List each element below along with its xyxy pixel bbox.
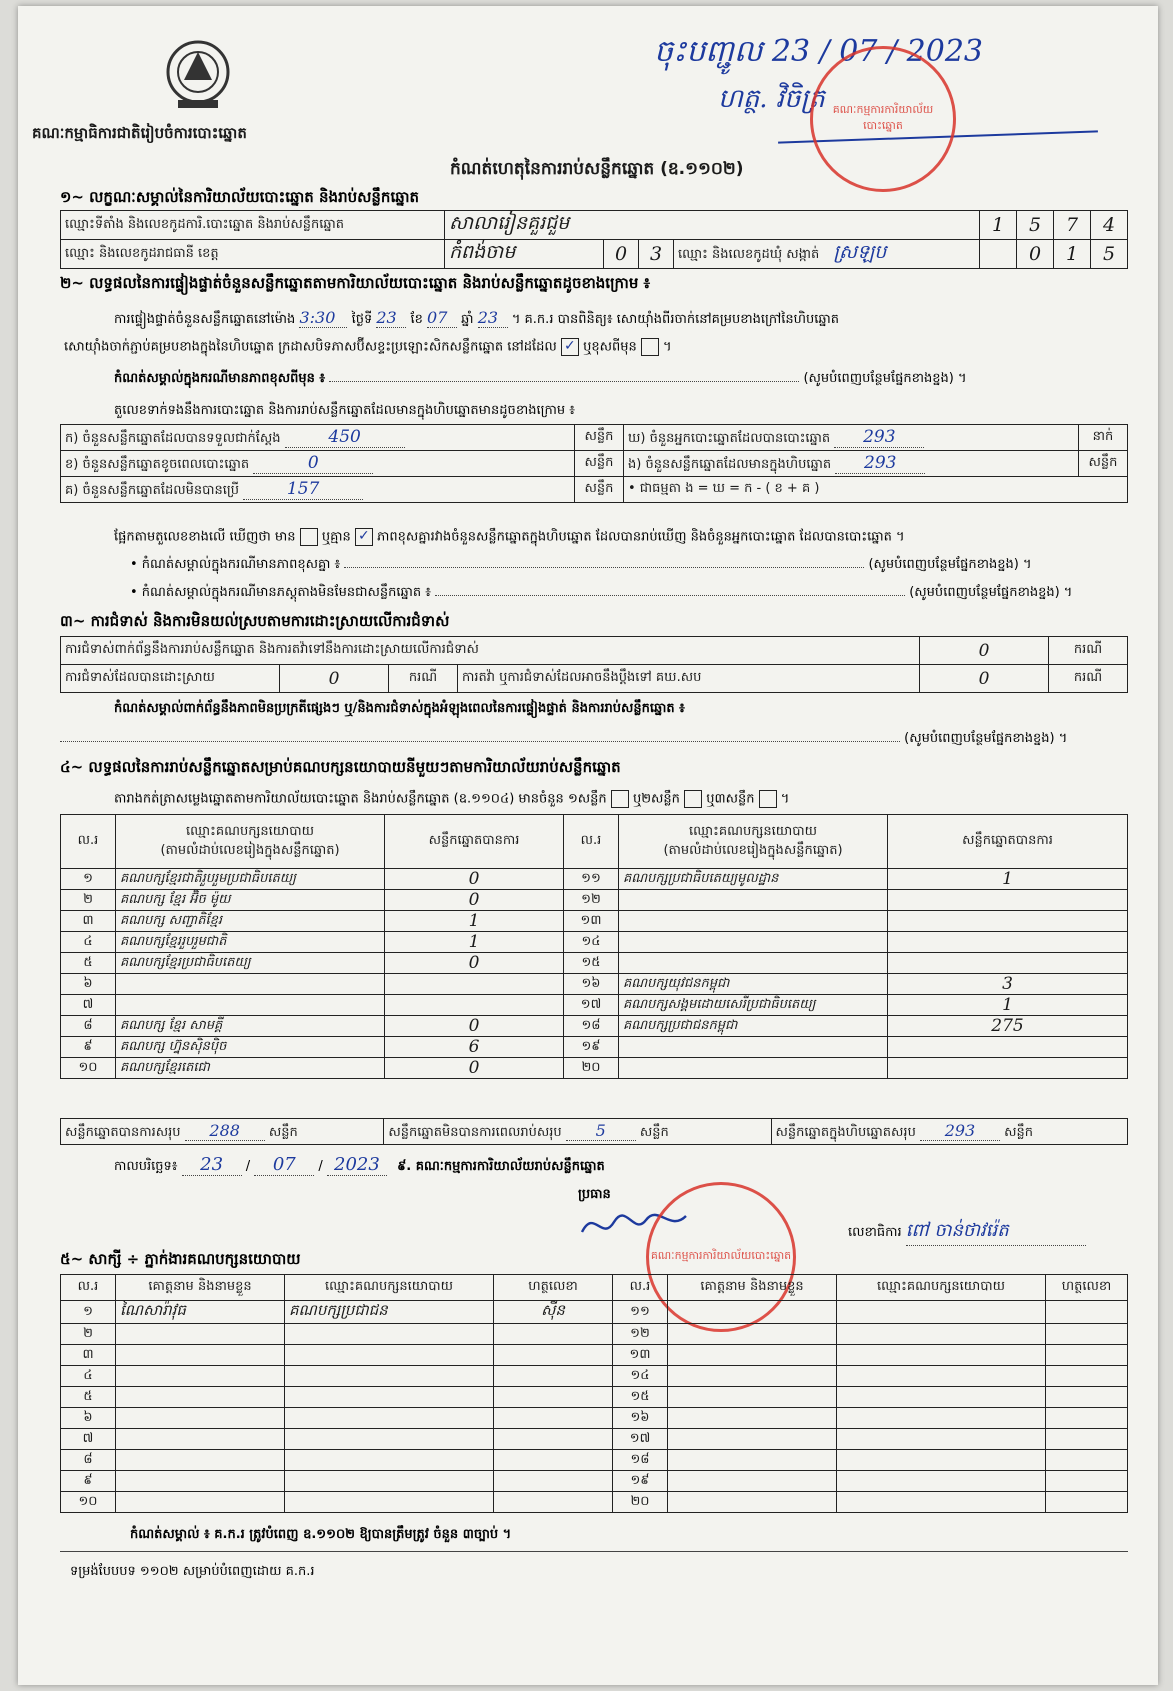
result-votes xyxy=(385,995,564,1016)
witness-no: ១០ xyxy=(61,1492,116,1513)
result-party xyxy=(619,911,888,932)
result-votes: 0 xyxy=(385,1016,564,1037)
top-note-sign: ហត្ថ. វិចិត្រ xyxy=(718,84,825,114)
result-no: ៣ xyxy=(61,911,116,932)
section2-para1: ការផ្ទៀងផ្ទាត់ចំនួនសន្លឹកឆ្នោតនៅម៉ោង 3:30 ថ្ងៃទី 23 ខែ 07 ឆ្នាំ 23 ។ គ.ក.រ បានពិនិត្យ៖ សោយ៉ាំងពីរចាក់នៅគម្របខាងក្រៅនៃហិបឆ្នោត xyxy=(114,308,839,327)
result-votes: 0 xyxy=(385,953,564,974)
section2-note: កំណត់សម្គាល់ក្នុងករណីមានភាពខុសពីមុន ៖ (សូមបំពេញបន្ថែមផ្នែកខាងខ្នង) ។ xyxy=(114,371,967,386)
received-ballots-value: 450 xyxy=(285,427,405,448)
result-votes xyxy=(888,1058,1128,1079)
province-value: កំពង់ចាម xyxy=(445,240,604,269)
result-party xyxy=(619,1058,888,1079)
witness-name xyxy=(116,1387,285,1408)
witness-no: ២ xyxy=(61,1324,116,1345)
official-stamp-bottom: គណៈកម្មការការិយាល័យបោះឆ្នោត xyxy=(646,1182,796,1332)
witness-no: ១៨ xyxy=(613,1450,668,1471)
province-label: ឈ្មោះ និងលេខកូដរាជធានី ខេត្ត xyxy=(61,240,445,269)
result-votes: 1 xyxy=(385,932,564,953)
time-value: 3:30 xyxy=(299,308,347,328)
office-code-2: 5 xyxy=(1017,211,1054,240)
result-no: ១៤ xyxy=(564,932,619,953)
voters-value: 293 xyxy=(834,427,924,448)
witness-no: ៨ xyxy=(61,1450,116,1471)
secretary-line: លេខាធិការ ពៅ ចាន់ថាវរ៉េត xyxy=(848,1218,1086,1246)
province-code-2: 3 xyxy=(639,240,674,269)
result-party xyxy=(619,1037,888,1058)
commune-code-3: 5 xyxy=(1091,240,1128,269)
result-votes: 275 xyxy=(888,1016,1128,1037)
witness-no: ១៣ xyxy=(613,1345,668,1366)
section3-note: កំណត់សម្គាល់ពាក់ព័ន្ធនឹងភាពមិនប្រក្រតីផ្សេងៗ ឬ/និងការជំទាស់ក្នុងអំឡុងពេលនៃការផ្ទៀងផ្ទាត់ និងការរាប់សន្លឹកឆ្នោត ៖ xyxy=(114,701,685,716)
section2-para2: សោយ៉ាំងចាក់ភ្ជាប់គម្របខាងក្នុងនៃហិបឆ្នោត ក្រដាសបិទភាសប៊ីសខ្ទះប្រឡោះសិកសន្លឹកឆ្នោត នៅដដែល ✓ ឬខុសពីមុន ។ xyxy=(64,338,672,355)
three-sheet-checkbox[interactable] xyxy=(759,790,777,808)
witness-party xyxy=(285,1408,494,1429)
witness-party xyxy=(837,1471,1046,1492)
result-votes: 1 xyxy=(888,869,1128,890)
section1-title: ១~ លក្ខណៈសម្គាល់នៃការិយាល័យបោះឆ្នោត និងរាប់សន្លឹកឆ្នោត xyxy=(60,188,420,206)
result-votes: 1 xyxy=(888,995,1128,1016)
result-party: គណបក្សប្រជាជនកម្ពុជា xyxy=(619,1016,888,1037)
witness-no: ១៤ xyxy=(613,1366,668,1387)
table-row xyxy=(61,1408,1128,1429)
bullet-diff: • កំណត់សម្គាល់ក្នុងករណីមានភាពខុសគ្នា ៖ (សូមបំពេញបន្ថែមផ្នែកខាងខ្នង) ។ xyxy=(130,557,1032,572)
witness-party xyxy=(837,1408,1046,1429)
result-party: គណបក្សខ្មែររួបរួមជាតិ xyxy=(116,932,385,953)
witness-name xyxy=(668,1492,837,1513)
result-no: ១៨ xyxy=(564,1016,619,1037)
changed-checkbox[interactable] xyxy=(641,338,659,356)
result-party: គណបក្សខ្មែរប្រជាធិបតេយ្យ xyxy=(116,953,385,974)
result-party xyxy=(619,953,888,974)
result-party: គណបក្សយុវជនកម្ពុជា xyxy=(619,974,888,995)
table-row xyxy=(61,1366,1128,1387)
witness-name xyxy=(116,1450,285,1471)
witness-party xyxy=(285,1324,494,1345)
result-no: ១៧ xyxy=(564,995,619,1016)
witness-name xyxy=(116,1471,285,1492)
table-row xyxy=(61,869,1128,890)
witness-no: ១៩ xyxy=(613,1471,668,1492)
witness-party xyxy=(285,1387,494,1408)
table-row xyxy=(61,1016,1128,1037)
form-title: កំណត់ហេតុនៃការរាប់សន្លឹកឆ្នោត (ឧ.១១០២) xyxy=(450,159,744,179)
witness-name xyxy=(668,1408,837,1429)
witness-party xyxy=(837,1366,1046,1387)
office-code-4: 4 xyxy=(1091,211,1128,240)
witness-no: ៧ xyxy=(61,1429,116,1450)
result-party: គណបក្សសង្គមដោយសេរីប្រជាធិបតេយ្យ xyxy=(619,995,888,1016)
commune-label: ឈ្មោះ និងលេខកូដឃុំ សង្កាត់ xyxy=(678,247,820,262)
witness-name xyxy=(668,1301,837,1324)
result-no: ២០ xyxy=(564,1058,619,1079)
office-code-1: 1 xyxy=(980,211,1017,240)
result-no: ១២ xyxy=(564,890,619,911)
province-code-1: 0 xyxy=(604,240,639,269)
office-label: ឈ្មោះទីតាំង និងលេខកូដការិ.បោះឆ្នោត និងរាប់សន្លឹកឆ្នោត xyxy=(61,211,445,240)
witness-name xyxy=(116,1429,285,1450)
result-no: ២ xyxy=(61,890,116,911)
witness-party xyxy=(285,1450,494,1471)
result-votes xyxy=(888,890,1128,911)
witness-no: ៤ xyxy=(61,1366,116,1387)
section3-title: ៣~ ការជំទាស់ និងការមិនយល់ស្របតាមការដោះស្រាយលើការជំទាស់ xyxy=(60,612,450,630)
witness-signature xyxy=(1046,1450,1128,1471)
witness-table: ល.រ គោត្តនាម និងនាមខ្លួន ឈ្មោះគណបក្សនយោបាយ ហត្ថលេខា ល.រ គោត្តនាម និងនាមខ្លួន ឈ្មោះគណបក្សនយោបាយ ហត្ថលេខា ១ ណៃសារ៉ាវុធ គណបក្សប្រជាជន ស៊ីន ១១ ២ ១២ ៣ ១៣ ៤ ១៤ ៥ ១៥ ៦ ១៦ ៧ ១៧ ៨ ១៨ ៩ ១៩ ១០ ២០ xyxy=(60,1274,1128,1513)
committee-name: គណៈកម្មាធិការជាតិរៀបចំការបោះឆ្នោត xyxy=(32,124,247,142)
result-no: ៧ xyxy=(61,995,116,1016)
table-row xyxy=(61,953,1128,974)
commune-value: ស្រឡប xyxy=(833,241,887,263)
result-party: គណបក្សខ្មែរជាតិរួបរួមប្រជាធិបតេយ្យ xyxy=(116,869,385,890)
witness-party xyxy=(285,1429,494,1450)
section3-table: ការជំទាស់ពាក់ព័ន្ធនឹងការរាប់សន្លឹកឆ្នោត និងការតវ៉ាទៅនឹងការដោះស្រាយលើការជំទាស់ 0 ករណី ការជំទាស់ដែលបានដោះស្រាយ 0 ករណី ការតវ៉ា ឬការជំទាស់ដែលអាចនឹងប្តឹងទៅ គឃ.សប 0 ករណី xyxy=(60,636,1128,693)
spoiled-ballots-value: 0 xyxy=(253,453,373,474)
section4-title: ៤~ លទ្ធផលនៃការរាប់សន្លឹកឆ្នោតសម្រាប់គណបក្សនយោបាយនីមួយៗតាមការិយាល័យរាប់សន្លឹកឆ្នោត xyxy=(60,758,621,776)
official-stamp-top: គណៈកម្មការការិយាល័យបោះឆ្នោត xyxy=(810,46,956,192)
witness-no: ៣ xyxy=(61,1345,116,1366)
appeals-value: 0 xyxy=(920,665,1049,693)
bullet-evidence: • កំណត់សម្គាល់ក្នុងករណីមានភស្តុតាងមិនមែនជាសន្លឹកឆ្នោត ៖ (សូមបំពេញបន្ថែមផ្នែកខាងខ្នង) ។ xyxy=(130,585,1073,600)
witness-no: ១ xyxy=(61,1301,116,1324)
counts-intro: តួលេខទាក់ទងនឹងការបោះឆ្នោត និងការរាប់សន្លឹកឆ្នោតដែលមានក្នុងហិបឆ្នោតមានដូចខាងក្រោម ៖ xyxy=(114,403,575,418)
table-row xyxy=(61,1037,1128,1058)
counts-table: ក) ចំនួនសន្លឹកឆ្នោតដែលបានទទួលជាក់ស្តែង 450 សន្លឹក ឃ) ចំនួនអ្នកបោះឆ្នោតដែលបានបោះឆ្នោត 293 នាក់ ខ) ចំនួនសន្លឹកឆ្នោតខូចពេលបោះឆ្នោត 0 សន្លឹក ង) ចំនួនសន្លឹកឆ្នោតដែលមានក្នុងហិបឆ្នោត 293 សន្លឹក គ) ចំនួនសន្លឹកឆ្នោតដែលមិនបានប្រើ 157 សន្លឹក • ជាធម្មតា ង = ឃ = ក - ( ខ + គ ) xyxy=(60,424,1128,503)
witness-signature xyxy=(1046,1345,1128,1366)
result-votes: 0 xyxy=(385,869,564,890)
result-votes: 3 xyxy=(888,974,1128,995)
witness-no: ១២ xyxy=(613,1324,668,1345)
result-no: ១០ xyxy=(61,1058,116,1079)
result-party: គណបក្ស ខ្មែរ សាមគ្គី xyxy=(116,1016,385,1037)
section5-title: ៥~ សាក្សី ÷ ភ្នាក់ងារគណបក្សនយោបាយ xyxy=(60,1250,301,1268)
objections-value: 0 xyxy=(920,637,1049,665)
result-party xyxy=(116,995,385,1016)
result-no: ១ xyxy=(61,869,116,890)
unused-ballots-value: 157 xyxy=(243,479,363,500)
witness-name xyxy=(668,1324,837,1345)
witness-signature xyxy=(1046,1366,1128,1387)
witness-signature: ស៊ីន xyxy=(494,1301,613,1324)
witness-party xyxy=(837,1387,1046,1408)
one-sheet-checkbox[interactable] xyxy=(611,790,629,808)
commune-code-1: 0 xyxy=(1017,240,1054,269)
total-box-value: 293 xyxy=(920,1121,1000,1141)
compare-line: ផ្អែកតាមតួលេខខាងលើ ឃើញថា មាន ឬគ្មាន ✓ ភាពខុសគ្នារវាងចំនួនសន្លឹកឆ្នោតក្នុងហិបឆ្នោត ដែលបានរាប់ឃើញ និងចំនួនអ្នកបោះឆ្នោត ដែលបានបោះឆ្នោត ។ xyxy=(114,528,905,545)
section3-note-line: (សូមបំពេញបន្ថែមផ្នែកខាងខ្នង) ។ xyxy=(60,730,1128,749)
table-row xyxy=(61,911,1128,932)
result-votes: 1 xyxy=(385,911,564,932)
result-votes xyxy=(385,974,564,995)
two-sheet-checkbox[interactable] xyxy=(684,790,702,808)
result-votes xyxy=(888,911,1128,932)
table-row xyxy=(61,1345,1128,1366)
witness-name xyxy=(116,1492,285,1513)
witness-no: ១៦ xyxy=(613,1408,668,1429)
no-diff-checkbox[interactable]: ✓ xyxy=(355,528,373,546)
result-party xyxy=(619,932,888,953)
witness-signature xyxy=(494,1408,613,1429)
resolved-value: 0 xyxy=(280,665,389,693)
result-party xyxy=(619,890,888,911)
top-note-date: ចុះបញ្ជូល 23 / 07 / 2023 xyxy=(654,34,983,69)
chair-label: ប្រធាន xyxy=(578,1187,611,1202)
witness-name xyxy=(668,1450,837,1471)
witness-name xyxy=(116,1324,285,1345)
total-invalid-value: 5 xyxy=(566,1121,636,1141)
witness-signature xyxy=(494,1387,613,1408)
witness-signature xyxy=(494,1345,613,1366)
witness-no: ១៧ xyxy=(613,1429,668,1450)
section4-intro: តារាងកត់ត្រាសម្លេងឆ្នោតតាមការិយាល័យបោះឆ្នោត និងរាប់សន្លឹកឆ្នោត (ឧ.១១០៤) មានចំនួន ១សន្លឹក ឬ២សន្លឹក ឬ៣សន្លឹក ។ xyxy=(114,791,790,807)
witness-name xyxy=(668,1345,837,1366)
witness-party xyxy=(837,1450,1046,1471)
office-code-3: 7 xyxy=(1054,211,1091,240)
ballots-in-box-value: 293 xyxy=(835,453,925,474)
witness-no: ១៥ xyxy=(613,1387,668,1408)
witness-signature xyxy=(494,1450,613,1471)
commune-code-2: 1 xyxy=(1054,240,1091,269)
result-party: គណបក្សខ្មែរតេជោ xyxy=(116,1058,385,1079)
result-no: ១៦ xyxy=(564,974,619,995)
result-votes xyxy=(888,1037,1128,1058)
witness-signature xyxy=(1046,1301,1128,1324)
witness-party xyxy=(837,1345,1046,1366)
witness-party: គណបក្សប្រជាជន xyxy=(285,1301,494,1324)
total-valid-value: 288 xyxy=(185,1121,265,1141)
form-sheet xyxy=(18,6,1158,1685)
result-no: ៦ xyxy=(61,974,116,995)
witness-signature xyxy=(494,1471,613,1492)
result-no: ១៣ xyxy=(564,911,619,932)
witness-party xyxy=(837,1324,1046,1345)
result-votes: 0 xyxy=(385,1058,564,1079)
result-no: ៥ xyxy=(61,953,116,974)
witness-signature xyxy=(494,1366,613,1387)
witness-party xyxy=(837,1301,1046,1324)
witness-signature xyxy=(494,1492,613,1513)
witness-name: ណៃសារ៉ាវុធ xyxy=(116,1301,285,1324)
secretary-signature: ពៅ ចាន់ថាវរ៉េត xyxy=(906,1218,1086,1246)
table-row xyxy=(61,1429,1128,1450)
witness-no: ៩ xyxy=(61,1471,116,1492)
result-votes xyxy=(888,953,1128,974)
witness-no: ១១ xyxy=(613,1301,668,1324)
table-row xyxy=(61,995,1128,1016)
witness-signature xyxy=(494,1429,613,1450)
date-day: 23 xyxy=(182,1154,242,1176)
witness-party xyxy=(837,1492,1046,1513)
table-row xyxy=(61,1450,1128,1471)
witness-name xyxy=(668,1387,837,1408)
year-value: 23 xyxy=(478,308,508,328)
witness-signature xyxy=(1046,1324,1128,1345)
footer-note: កំណត់សម្គាល់ ៖ គ.ក.រ ត្រូវបំពេញ ឧ.១១០២ ឱ្យបានត្រឹមត្រូវ ចំនួន ៣ច្បាប់ ។ xyxy=(130,1527,512,1542)
result-no: ៩ xyxy=(61,1037,116,1058)
section2-title: ២~ លទ្ធផលនៃការផ្ទៀងផ្ទាត់ចំនួនសន្លឹកឆ្នោតតាមការិយាល័យបោះឆ្នោត និងរាប់សន្លឹកឆ្នោតដូចខាងក្រោម ៖ xyxy=(60,274,651,292)
witness-party xyxy=(837,1429,1046,1450)
table-row xyxy=(61,1324,1128,1345)
result-party xyxy=(116,974,385,995)
office-value: សាលារៀនគួរជួម xyxy=(445,211,980,240)
result-no: ១៩ xyxy=(564,1037,619,1058)
nec-logo xyxy=(160,36,236,116)
witness-party xyxy=(285,1471,494,1492)
result-party: គណបក្សប្រជាធិបតេយ្យមូលដ្ឋាន xyxy=(619,869,888,890)
witness-signature xyxy=(1046,1387,1128,1408)
formula: • ជាធម្មតា ង = ឃ = ក - ( ខ + គ ) xyxy=(624,477,1128,503)
table-row xyxy=(61,974,1128,995)
result-votes: 6 xyxy=(385,1037,564,1058)
witness-name xyxy=(668,1471,837,1492)
witness-signature xyxy=(1046,1408,1128,1429)
totals-table: សន្លឹកឆ្នោតបានការសរុប 288 សន្លឹក សន្លឹកឆ្នោតមិនបានការពេលរាប់សរុប 5 សន្លឹក សន្លឹកឆ្នោតក្នុងហិបឆ្នោតសរុប 293 សន្លឹក xyxy=(60,1118,1128,1145)
section1-table xyxy=(60,210,1128,269)
witness-party xyxy=(285,1492,494,1513)
table-row xyxy=(61,1301,1128,1324)
witness-no: ៥ xyxy=(61,1387,116,1408)
unchanged-checkbox[interactable]: ✓ xyxy=(561,338,579,356)
witness-name xyxy=(116,1366,285,1387)
footer-bottom: ទម្រង់បែបបទ ១១០២ សម្រាប់បំពេញដោយ គ.ក.រ xyxy=(70,1564,315,1579)
result-party: គណបក្ស ខ្មែរ អ៊ិច ម៉ូយ xyxy=(116,890,385,911)
day-value: 23 xyxy=(376,308,406,328)
table-row xyxy=(61,1492,1128,1513)
table-row xyxy=(61,1471,1128,1492)
witness-name xyxy=(668,1366,837,1387)
witness-signature xyxy=(494,1324,613,1345)
witness-name xyxy=(116,1408,285,1429)
witness-name xyxy=(668,1429,837,1450)
table-row xyxy=(61,890,1128,911)
footer-divider xyxy=(60,1551,1128,1552)
results-table: ល.រ ឈ្មោះគណបក្សនយោបាយ (តាមលំដាប់លេខរៀងក្នុងសន្លឹកឆ្នោត) សន្លឹកឆ្នោតបានការ ល.រ ឈ្មោះគណបក្សនយោបាយ (តាមលំដាប់លេខរៀងក្នុងសន្លឹកឆ្នោត) សន្លឹកឆ្នោតបានការ ១ គណបក្សខ្មែរជាតិរួបរួមប្រជាធិបតេយ្យ 0 ១១ គណបក្សប្រជាធិបតេយ្យមូលដ្ឋាន 1 ២ គណបក្ស ខ្មែរ អ៊ិច ម៉ូយ 0 ១២ ៣ គណបក្ស សញ្ជាតិខ្មែរ 1 ១៣ ៤ គណបក្សខ្មែររួបរួមជាតិ 1 ១៤ ៥ គណបក្សខ្មែរប្រជាធិបតេយ្យ 0 ១៥ ៦ ១៦ គណបក្សយុវជនកម្ពុជា 3 ៧ ១៧ គណបក្សសង្គមដោយសេរីប្រជាធិបតេយ្យ 1 ៨ គណបក្ស ខ្មែរ សាមគ្គី 0 ១៨ គណបក្សប្រជាជនកម្ពុជា 275 ៩ គណបក្ស ហ្វ៊ុនស៊ិនប៉ិច 6 ១៩ ១០ គណបក្សខ្មែរតេជោ 0 ២០ xyxy=(60,814,1128,1079)
result-party: គណបក្ស ហ្វ៊ុនស៊ិនប៉ិច xyxy=(116,1037,385,1058)
witness-no: ៦ xyxy=(61,1408,116,1429)
witness-name xyxy=(116,1345,285,1366)
table-row xyxy=(61,1058,1128,1079)
result-votes xyxy=(888,932,1128,953)
month-value: 07 xyxy=(427,308,457,328)
table-row xyxy=(61,932,1128,953)
result-no: ៨ xyxy=(61,1016,116,1037)
result-no: ១១ xyxy=(564,869,619,890)
witness-party xyxy=(285,1366,494,1387)
has-diff-checkbox[interactable] xyxy=(300,528,318,546)
date-year: 2023 xyxy=(327,1154,387,1176)
result-no: ១៥ xyxy=(564,953,619,974)
date-month: 07 xyxy=(254,1154,314,1176)
result-no: ៤ xyxy=(61,932,116,953)
result-votes: 0 xyxy=(385,890,564,911)
witness-signature xyxy=(1046,1492,1128,1513)
witness-party xyxy=(285,1345,494,1366)
table-row xyxy=(61,1387,1128,1408)
witness-signature xyxy=(1046,1429,1128,1450)
witness-no: ២០ xyxy=(613,1492,668,1513)
result-party: គណបក្ស សញ្ជាតិខ្មែរ xyxy=(116,911,385,932)
witness-signature xyxy=(1046,1471,1128,1492)
date-line: កាលបរិច្ឆេទ៖ 23 / 07 / 2023 ៩. គណៈកម្មការការិយាល័យរាប់សន្លឹកឆ្នោត xyxy=(114,1154,605,1175)
